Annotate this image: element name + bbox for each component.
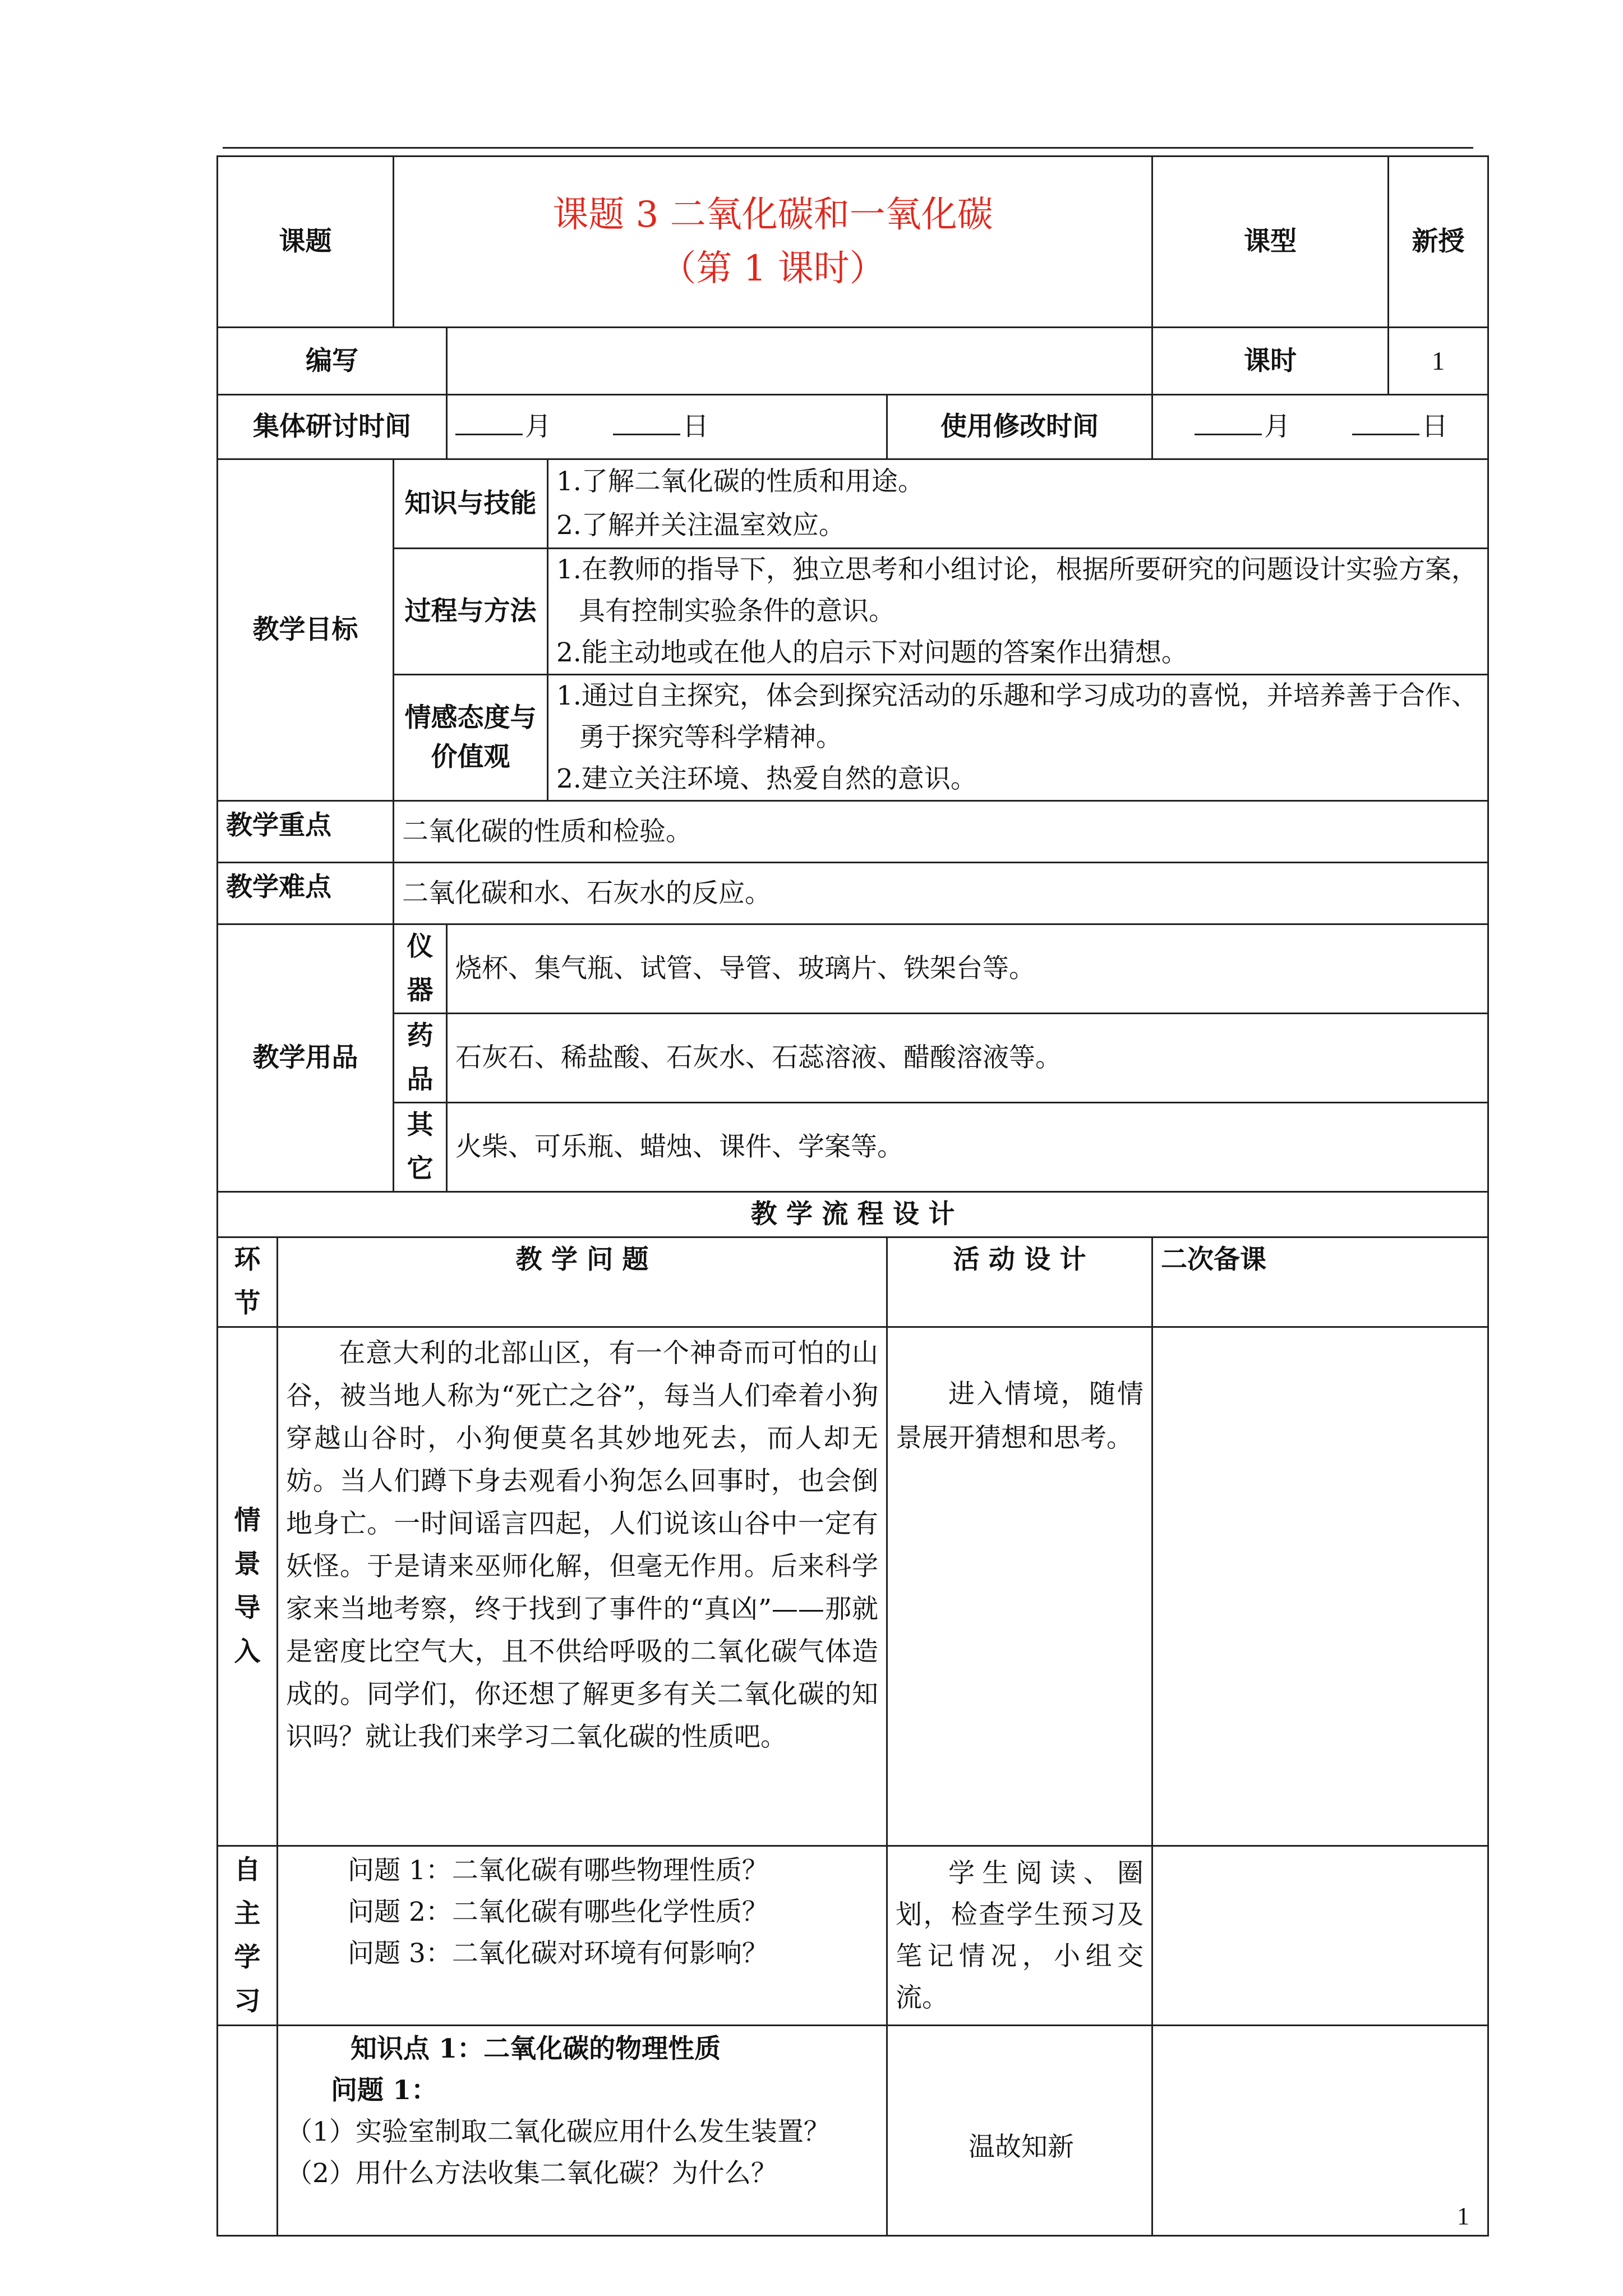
objective-group-label: 知识与技能 xyxy=(394,459,548,549)
stage-label: 情 景 导 入 xyxy=(218,1327,278,1846)
stage-prep xyxy=(1152,1327,1488,1846)
type-value: 新授 xyxy=(1389,157,1488,328)
modify-time-label: 使用修改时间 xyxy=(887,395,1152,459)
type-label: 课型 xyxy=(1152,157,1389,328)
stage-question: 在意大利的北部山区，有一个神奇而可怕的山谷，被当地人称为“死亡之谷”，每当人们牵着小狗穿越山谷时，小狗便莫名其妙地死去，而人却无妨。当人们蹲下身去观看小狗怎么回事时，也会倒地身亡。一时间谣言四起，人们说该山谷中一定有妖怪。于是请来巫师化解，但毫无作用。后来科学家来当地考察，终于找到了事件的“真凶”——那就是密度比空气大，且不供给呼吸的二氧化碳气体造成的。同学们，你还想了解更多有关二氧化碳的知识吗？就让我们来学习二氧化碳的性质吧。 xyxy=(278,1327,887,1846)
modify-time-value: 月 日 xyxy=(1152,395,1488,459)
col-prep-header: 二次备课 xyxy=(1152,1237,1488,1327)
topic-title xyxy=(394,157,1152,328)
flow-title: 教 学 流 程 设 计 xyxy=(218,1192,1488,1237)
objective-group-label: 过程与方法 xyxy=(394,549,548,675)
stage-question: 问题 1：二氧化碳有哪些物理性质？ 问题 2：二氧化碳有哪些化学性质？ 问题 3：二氧化碳对环境有何影响？ xyxy=(278,1846,887,2026)
objectives-label: 教学目标 xyxy=(218,459,394,801)
supply-row-value: 石灰石、稀盐酸、石灰水、石蕊溶液、醋酸溶液等。 xyxy=(447,1014,1488,1103)
objective-group-items: 1.了解二氧化碳的性质和用途。 2.了解并关注温室效应。 xyxy=(548,459,1488,549)
objective-group-items: 1.通过自主探究，体会到探究活动的乐趣和学习成功的喜悦，并培养善于合作、勇于探究等科学精神。 2.建立关注环境、热爱自然的意识。 xyxy=(548,675,1488,801)
objective-group-label: 情感态度与价值观 xyxy=(394,675,548,801)
difficult-point-label: 教学难点 xyxy=(218,863,394,924)
supply-row-value: 烧杯、集气瓶、试管、导管、玻璃片、铁架台等。 xyxy=(447,924,1488,1014)
page-number: 1 xyxy=(1457,2202,1469,2230)
supply-row-label: 药品 xyxy=(394,1014,447,1103)
research-time-value: 月 日 xyxy=(447,395,887,459)
key-point-label: 教学重点 xyxy=(218,801,394,863)
stage-question: 知识点 1：二氧化碳的物理性质 问题 1： （1）实验室制取二氧化碳应用什么发生装置？ （2）用什么方法收集二氧化碳？为什么？ xyxy=(278,2026,887,2236)
supply-row-value: 火柴、可乐瓶、蜡烛、课件、学案等。 xyxy=(447,1103,1488,1192)
col-stage-header: 环 节 xyxy=(218,1237,278,1327)
stage-prep xyxy=(1152,2026,1488,2236)
col-question-header: 教 学 问 题 xyxy=(278,1237,887,1327)
author-value xyxy=(447,328,1152,395)
lesson-plan-table xyxy=(216,155,1489,2237)
supplies-label: 教学用品 xyxy=(218,924,394,1192)
key-point-value: 二氧化碳的性质和检验。 xyxy=(394,801,1488,863)
difficult-point-value: 二氧化碳和水、石灰水的反应。 xyxy=(394,863,1488,924)
supply-row-label: 仪器 xyxy=(394,924,447,1014)
topic-title-line1: 课题 3 二氧化碳和一氧化碳 xyxy=(552,194,993,236)
research-time-label: 集体研讨时间 xyxy=(218,395,447,459)
header-rule xyxy=(223,147,1473,149)
hours-value: 1 xyxy=(1389,328,1488,395)
stage-activity: 温故知新 xyxy=(887,2026,1152,2236)
col-activity-header: 活 动 设 计 xyxy=(887,1237,1152,1327)
hours-label: 课时 xyxy=(1152,328,1389,395)
supply-row-label: 其它 xyxy=(394,1103,447,1192)
stage-prep xyxy=(1152,1846,1488,2026)
topic-title-line2: （第 1 课时） xyxy=(660,248,886,289)
stage-activity: 进入情境，随情景展开猜想和思考。 xyxy=(887,1327,1152,1846)
topic-label: 课题 xyxy=(218,157,394,328)
objective-group-items: 1.在教师的指导下，独立思考和小组讨论，根据所要研究的问题设计实验方案，具有控制实验条件的意识。 2.能主动地或在他人的启示下对问题的答案作出猜想。 xyxy=(548,549,1488,675)
stage-activity: 学生阅读、圈划，检查学生预习及笔记情况，小组交流。 xyxy=(887,1846,1152,2026)
stage-label: 自 主 学 习 xyxy=(218,1846,278,2026)
author-label: 编写 xyxy=(218,328,447,395)
stage-label xyxy=(218,2026,278,2236)
